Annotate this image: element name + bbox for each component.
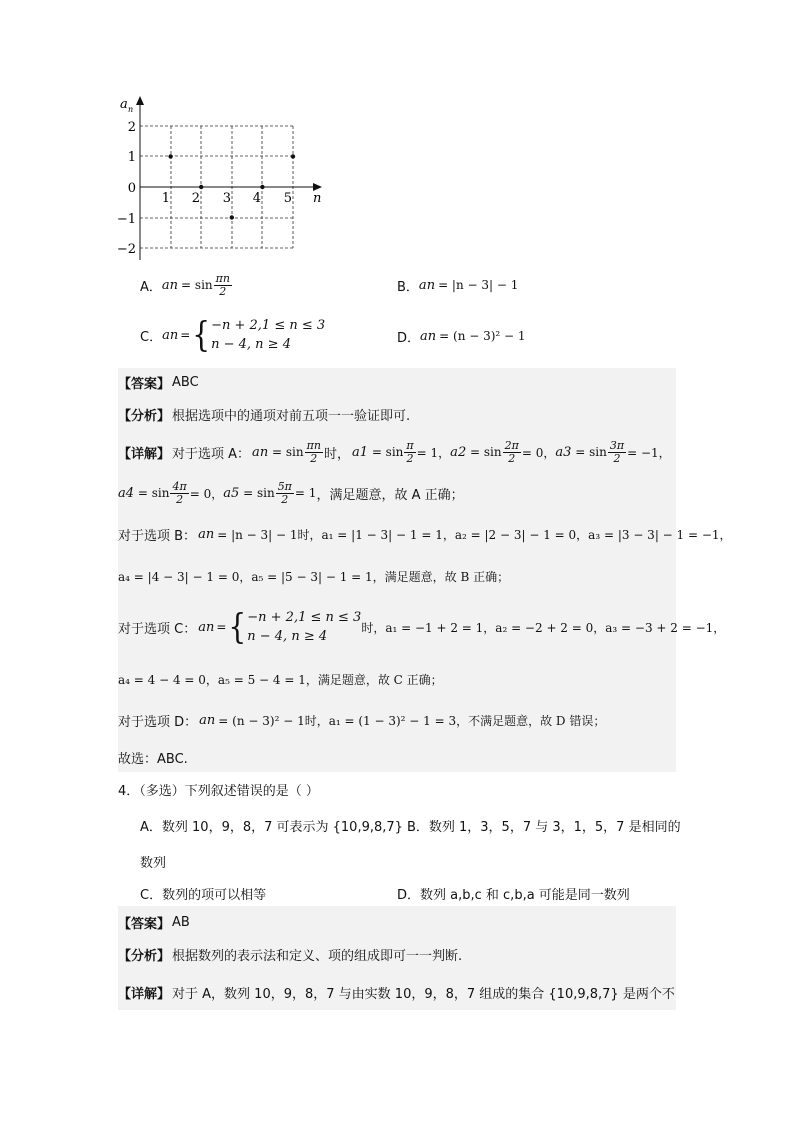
detail-c-line2: a₄ = 4 − 4 = 0，a₅ = 5 − 4 = 1，满足题意，故 C 正确；: [118, 672, 443, 687]
y-tick-label: 0: [127, 181, 136, 196]
q4-option-d-text: D．数列 a,b,c 和 c,b,a 可能是同一数列: [397, 887, 630, 903]
q4-option-b: B．数列 1，3，5，7 与 3，1，5，7 是相同的: [406, 819, 681, 835]
option-a: A． a n = sin $\frac{\pi n}{2}$: [140, 271, 230, 298]
detail-b-line2: a₄ = |4 − 3| − 1 = 0，a₅ = |5 − 3| − 1 = 1，满足题意，故 B 正确；: [118, 569, 510, 584]
sequence-point: [291, 154, 295, 158]
y-tick-label: −1: [116, 212, 136, 227]
sequence-point: [199, 185, 203, 189]
y-tick-label: −2: [116, 242, 136, 257]
q3-detail-a-line2: a 4 = sin $\frac{4\pi}{2}$ = 0， a 5 = sin $\frac{5\pi}{2}$ = 1 ，满足题意，故 A 正确；: [118, 479, 464, 506]
q4-analysis-line: [118, 943, 464, 965]
option-a-eq: = sin: [181, 278, 213, 292]
option-d-label: D．: [397, 330, 421, 346]
option-b-expr: = |n − 3| − 1: [438, 278, 519, 292]
detail-b-intro: 对于选项 B：: [118, 528, 197, 544]
option-d: D． a n = (n − 3)² − 1: [397, 328, 526, 346]
answer-value: AB: [172, 914, 190, 930]
q4-option-c-text: C．数列的项可以相等: [140, 887, 267, 903]
q4-answer-line: [118, 911, 192, 933]
answer-value: ABC: [172, 374, 199, 390]
option-a-num: πn: [215, 271, 230, 285]
q3-detail-c-line1: 对于选项 C： a n = { −n + 2,1 ≤ n ≤ 3 n − 4, n ≥ 4 时，a₁ = −1 + 2 = 1，a₂ = −2 + 2 = 0，a₃ = −3 + 2 = −1，: [118, 605, 726, 647]
analysis-text: 根据数列的表示法和定义、项的组成即可一一判断.: [172, 948, 463, 964]
sequence-point: [168, 154, 172, 158]
y-axis-sub: n: [128, 105, 134, 114]
analysis-tag: 【分析】: [118, 948, 171, 964]
x-tick-label: 5: [283, 191, 292, 206]
x-tick-label: 4: [252, 191, 261, 206]
q3-answer-line: [118, 371, 201, 393]
detail-c-line1-tail: 时，a₁ = −1 + 2 = 1，a₂ = −2 + 2 = 0，a₃ = −3 + 2 = −1，: [361, 620, 726, 635]
sequence-point: [230, 215, 234, 219]
q4-option-ab: [140, 814, 683, 836]
analysis-text: 根据选项中的通项对前五项一一验证即可.: [172, 408, 411, 424]
q4-stem: [118, 778, 321, 800]
q3-detail-d-line: 对于选项 D： a n = (n − 3)² − 1时，a₁ = (1 − 3)² − 1 = 3，不满足题意，故 D 错误；: [118, 712, 606, 730]
option-d-expr: = (n − 3)² − 1: [439, 329, 526, 343]
sequence-graph: [110, 92, 340, 262]
option-c-label: C．: [140, 329, 163, 345]
option-b-label: B．: [397, 279, 419, 295]
conclusion-text: 故选：ABC.: [118, 751, 188, 767]
q3-detail-c-line2: [118, 668, 443, 690]
option-a-lhs: a: [161, 277, 170, 293]
q4-option-c: [140, 882, 268, 904]
detail-a-line2-tail: ，满足题意，故 A 正确；: [316, 487, 464, 503]
y-axis-label: a: [120, 97, 128, 112]
q3-detail-a-line1: 【详解】 对于选项 A： a n = sin $\frac{\pi n}{2}$ 时， a 1 = sin $\frac{\pi}{2}$ = 1， a 2 = sin $\frac{2\pi}{2}$ = 0， a 3 = sin $\frac{3\pi}{2}$ = −1，: [118, 438, 671, 465]
detail-c-intro: 对于选项 C：: [118, 621, 197, 637]
x-tick-label: 2: [191, 191, 200, 206]
y-tick-label: 2: [127, 120, 136, 135]
detail-b-line1: = |n − 3| − 1时，a₁ = |1 − 3| − 1 = 1，a₂ = |2 − 3| − 1 = 0，a₃ = |3 − 3| − 1 = −1，: [217, 527, 732, 542]
detail-d-line: = (n − 3)² − 1时，a₁ = (1 − 3)² − 1 = 3，不满足题意，故 D 错误；: [218, 713, 606, 728]
x-tick-label: 3: [222, 191, 231, 206]
q4-option-d: [397, 882, 632, 904]
q3-detail-b-line2: [118, 565, 509, 587]
y-tick-label: 1: [127, 150, 136, 165]
q3-conclusion: [118, 746, 190, 768]
option-c-case2: n − 4, n ≥ 4: [211, 337, 291, 352]
detail-text: 对于 A，数列 10，9，8，7 与由实数 10，9，8，7 组成的集合 {10,9,8,7} 是两个不: [172, 986, 675, 1002]
option-a-den: 2: [219, 284, 227, 298]
q3-detail-b-line1: 对于选项 B： a n = |n − 3| − 1时，a₁ = |1 − 3| − 1 = 1，a₂ = |2 − 3| − 1 = 0，a₃ = |3 − 3| − 1 = −1，: [118, 526, 732, 544]
option-a-label: A．: [140, 279, 162, 295]
q4-option-b-cont: [140, 850, 168, 872]
option-b: B． a n = |n − 3| − 1: [397, 277, 519, 295]
option-c: C． a n = { −n + 2,1 ≤ n ≤ 3 n − 4, n ≥ 4: [140, 313, 326, 355]
option-c-case1: −n + 2,1 ≤ n ≤ 3: [211, 317, 326, 333]
detail-tag: 【详解】: [118, 986, 171, 1002]
detail-tag: 【详解】: [118, 446, 171, 462]
answer-tag: 【答案】: [118, 376, 171, 392]
q4-option-a: A．数列 10，9，8，7 可表示为 {10,9,8,7}: [140, 819, 403, 835]
x-tick-label: 1: [161, 191, 170, 206]
q4-option-b-cont-text: 数列: [140, 855, 167, 871]
answer-tag: 【答案】: [118, 916, 171, 932]
detail-a-intro: 对于选项 A：: [172, 446, 251, 462]
q3-analysis-line: [118, 403, 412, 425]
analysis-tag: 【分析】: [118, 408, 171, 424]
sequence-point: [260, 185, 264, 189]
detail-a-tail: 时，: [323, 446, 350, 462]
q4-stem-text: 4．（多选）下列叙述错误的是（ ）: [118, 783, 319, 799]
detail-d-intro: 对于选项 D：: [118, 714, 198, 730]
q4-detail-line: [118, 981, 677, 1003]
x-axis-label: n: [313, 191, 322, 206]
